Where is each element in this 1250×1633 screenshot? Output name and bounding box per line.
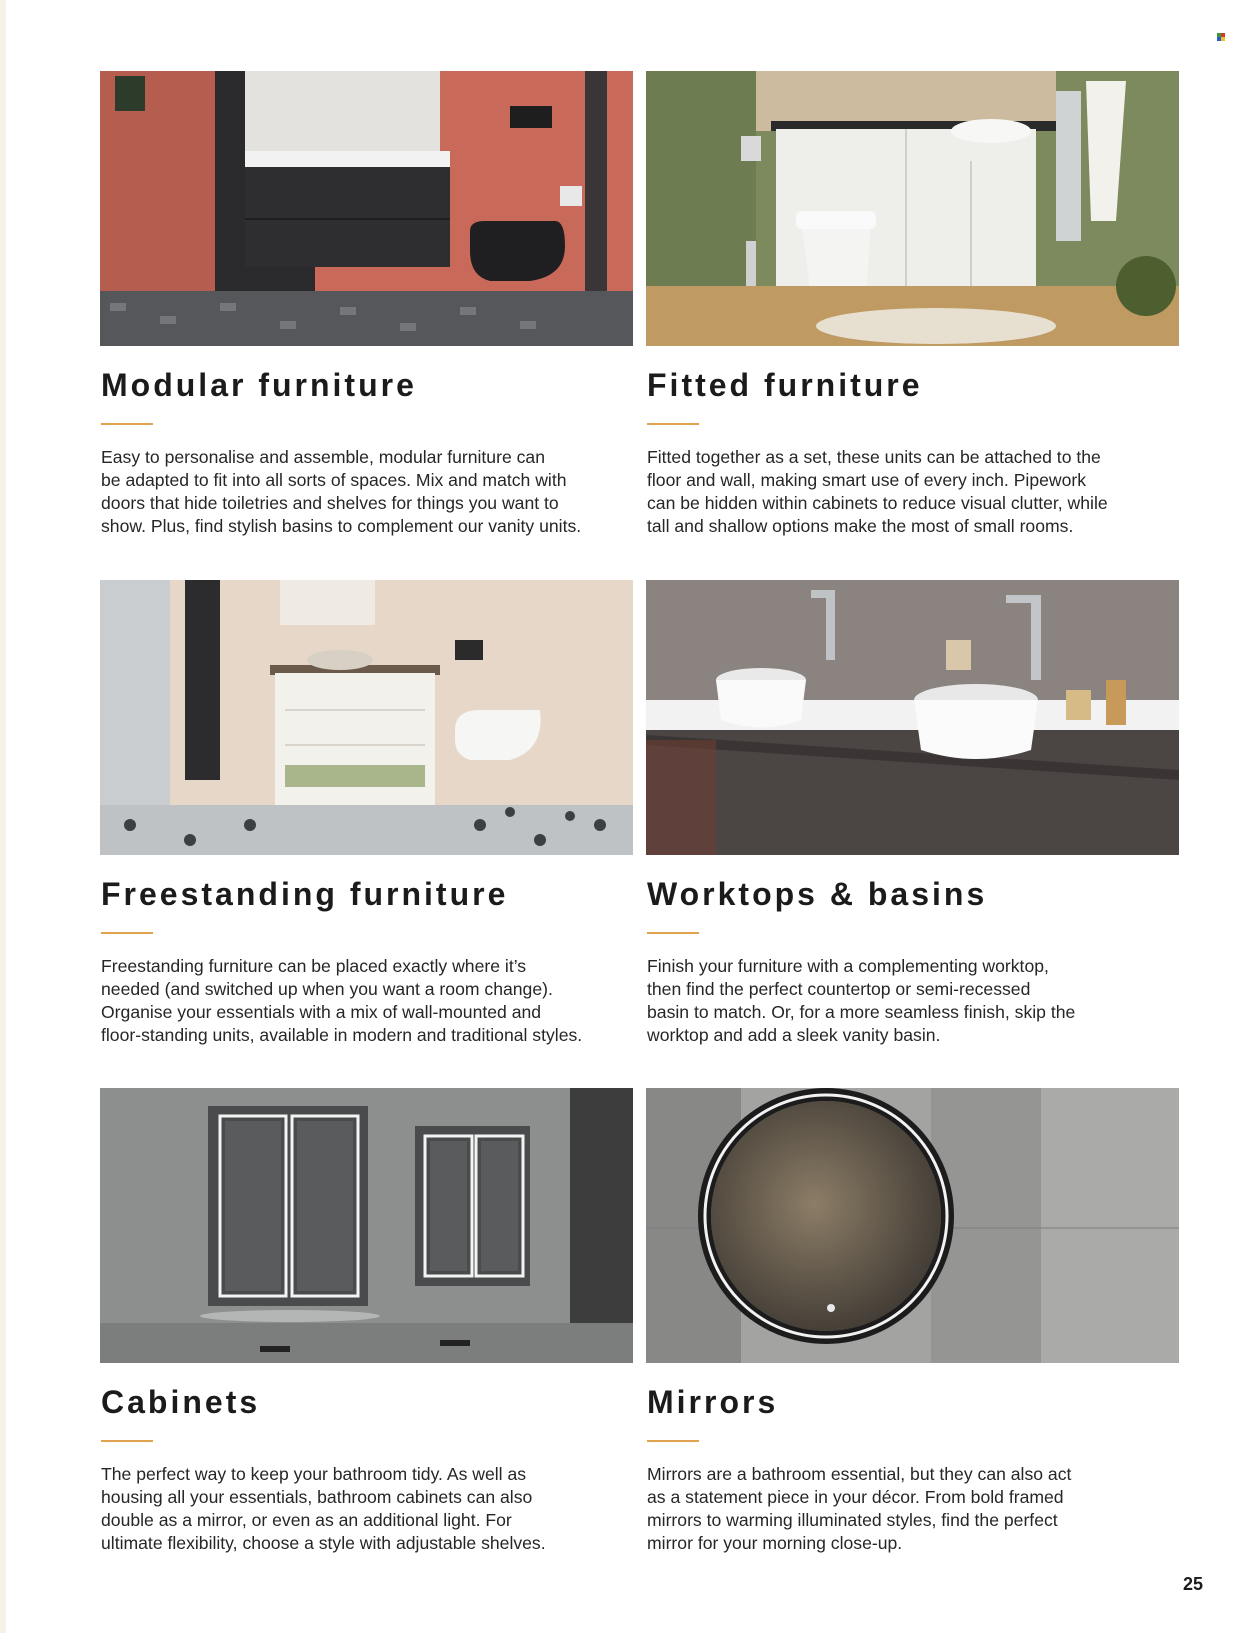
tile-heading: Modular furniture — [101, 367, 417, 403]
tile-fitted-furniture — [646, 71, 1179, 538]
body-line: Finish your furniture with a complementing worktop, — [647, 956, 1049, 976]
body-line: The perfect way to keep your bathroom tidy. As well as — [101, 1464, 527, 1484]
brand-logo-icon — [1217, 33, 1225, 41]
tile-heading: Cabinets — [101, 1384, 261, 1420]
body-line: worktop and add a sleek vanity basin. — [647, 1025, 941, 1045]
body-line: then find the perfect countertop or semi-recessed — [647, 979, 1031, 999]
fitted-furniture-photo — [646, 71, 1179, 346]
body-line: floor-standing units, available in modern and traditional styles. — [101, 1025, 583, 1045]
body-line: needed (and switched up when you want a room change). — [101, 979, 553, 999]
page-edge-strip — [0, 0, 6, 1633]
body-line: mirror for your morning close-up. — [647, 1533, 903, 1553]
body-line: double as a mirror, or even as an additional light. For — [101, 1510, 512, 1530]
accent-rule — [647, 932, 699, 934]
tile-heading: Worktops & basins — [647, 876, 988, 912]
body-line: Easy to personalise and assemble, modular furniture can — [101, 447, 545, 467]
body-line: as a statement piece in your décor. From bold framed — [647, 1487, 1064, 1507]
tile-body-text — [101, 446, 633, 538]
body-line: doors that hide toiletries and shelves for things you want to — [101, 493, 559, 513]
body-line: ultimate flexibility, choose a style with adjustable shelves. — [101, 1533, 546, 1553]
accent-rule — [101, 1440, 153, 1442]
body-line: mirrors to warming illuminated styles, find the perfect — [647, 1510, 1058, 1530]
modular-furniture-photo — [100, 71, 633, 346]
tile-heading: Freestanding furniture — [101, 876, 509, 912]
worktops-basins-photo — [646, 580, 1179, 855]
tile-heading: Mirrors — [647, 1384, 779, 1420]
body-line: floor and wall, making smart use of every inch. Pipework — [647, 470, 1087, 490]
freestanding-furniture-photo — [100, 580, 633, 855]
body-line: Freestanding furniture can be placed exactly where it’s — [101, 956, 527, 976]
cabinets-photo — [100, 1088, 633, 1363]
tile-body-text — [647, 1463, 1179, 1555]
body-line: can be hidden within cabinets to reduce visual clutter, while — [647, 493, 1108, 513]
body-line: Organise your essentials with a mix of wall-mounted and — [101, 1002, 542, 1022]
body-line: tall and shallow options make the most of small rooms. — [647, 516, 1074, 536]
accent-rule — [101, 932, 153, 934]
body-line: Fitted together as a set, these units can be attached to the — [647, 447, 1101, 467]
body-line: be adapted to fit into all sorts of spaces. Mix and match with — [101, 470, 567, 490]
tile-heading: Fitted furniture — [647, 367, 923, 403]
tile-mirrors — [646, 1088, 1179, 1555]
tile-cabinets — [100, 1088, 633, 1555]
mirrors-photo — [646, 1088, 1179, 1363]
tile-body-text — [647, 446, 1179, 538]
accent-rule — [647, 423, 699, 425]
body-line: basin to match. Or, for a more seamless finish, skip the — [647, 1002, 1076, 1022]
tile-body-text — [101, 955, 633, 1047]
body-line: show. Plus, find stylish basins to complement our vanity units. — [101, 516, 582, 536]
page-number: 25 — [1183, 1574, 1204, 1594]
tile-body-text — [101, 1463, 633, 1555]
tile-body-text — [647, 955, 1179, 1047]
tile-modular-furniture — [100, 71, 633, 538]
accent-rule — [101, 423, 153, 425]
body-line: housing all your essentials, bathroom cabinets can also — [101, 1487, 533, 1507]
accent-rule — [647, 1440, 699, 1442]
body-line: Mirrors are a bathroom essential, but they can also act — [647, 1464, 1072, 1484]
tile-worktops-basins — [646, 580, 1179, 1047]
tile-freestanding-furniture — [100, 580, 633, 1047]
